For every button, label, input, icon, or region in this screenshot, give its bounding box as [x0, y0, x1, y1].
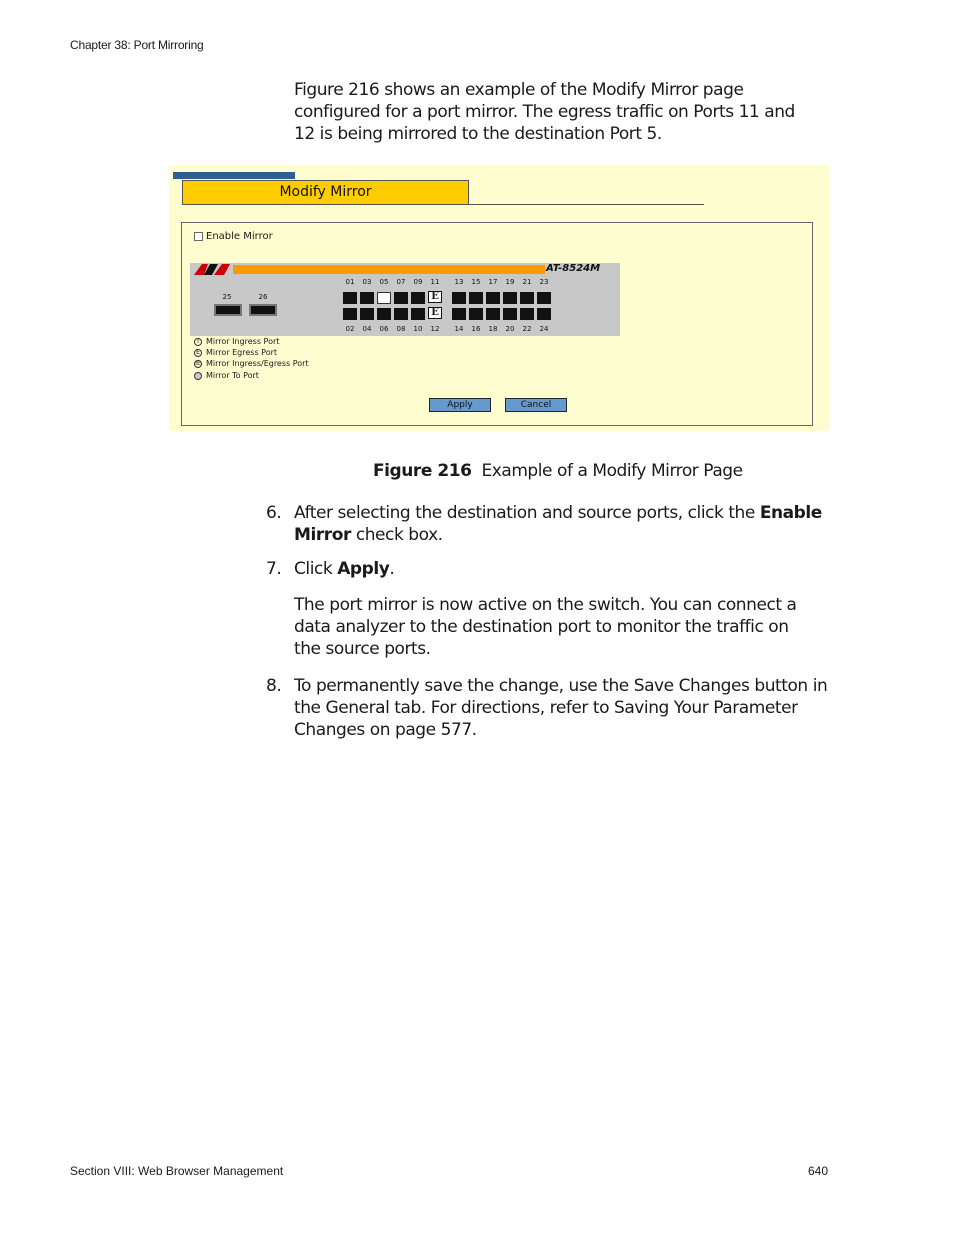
apply-button[interactable]: Apply — [429, 398, 491, 412]
legend-ingress — [194, 337, 279, 346]
cancel-button[interactable]: Cancel — [505, 398, 567, 412]
legend-label: Mirror Ingress Port — [206, 337, 280, 346]
legend-label: Mirror Ingress/Egress Port — [206, 359, 309, 368]
port-label: 17 — [488, 278, 498, 286]
enable-mirror-label: Enable Mirror — [206, 231, 273, 242]
port-08[interactable] — [394, 308, 408, 320]
port-label: 14 — [454, 325, 464, 333]
port-01[interactable] — [343, 292, 357, 304]
port-label: 15 — [471, 278, 481, 286]
step-text-part: check box. — [350, 525, 443, 545]
legend-label: Mirror Egress Port — [206, 348, 278, 357]
port-17[interactable] — [486, 292, 500, 304]
legend-egress — [194, 348, 277, 357]
port-label: 09 — [413, 278, 423, 286]
port-label-26: 26 — [258, 293, 268, 301]
port-label: 06 — [379, 325, 389, 333]
port-label: 13 — [454, 278, 464, 286]
step-emphasis: Apply — [337, 559, 390, 579]
figure-caption — [373, 461, 743, 481]
mirror-panel — [181, 222, 813, 426]
port-label: 11 — [430, 278, 440, 286]
legend-ingress-egress — [194, 359, 309, 368]
step-6 — [266, 502, 836, 546]
mirror-to-icon — [194, 372, 202, 380]
port-label: 18 — [488, 325, 498, 333]
intro-paragraph: Figure 216 shows an example of the Modify Mirror page configured for a port mirror. The egress traffic on Ports 11 and 12 is being mirrored to the destination Port 5. — [294, 80, 795, 144]
port-04[interactable] — [360, 308, 374, 320]
step-number: 8. — [266, 676, 282, 696]
sfp-port-26[interactable] — [249, 304, 277, 316]
title-underline — [469, 204, 704, 205]
port-15[interactable] — [469, 292, 483, 304]
port-07[interactable] — [394, 292, 408, 304]
port-label: 22 — [522, 325, 532, 333]
step-number: 6. — [266, 503, 282, 523]
step-text-part: After selecting the destination and source ports, click the — [294, 503, 760, 523]
port-23[interactable] — [537, 292, 551, 304]
port-label-25: 25 — [222, 293, 232, 301]
page-title: Modify Mirror — [182, 180, 469, 205]
port-label: 08 — [396, 325, 406, 333]
footer-section: Section VIII: Web Browser Management — [70, 1164, 284, 1178]
port-10[interactable] — [411, 308, 425, 320]
step-text — [294, 502, 834, 546]
port-label: 03 — [362, 278, 372, 286]
step-emphasis: Mirror — [294, 525, 351, 545]
port-16[interactable] — [469, 308, 483, 320]
running-header: Chapter 38: Port Mirroring — [70, 38, 204, 52]
step-text — [294, 558, 834, 580]
port-label: 10 — [413, 325, 423, 333]
port-20[interactable] — [503, 308, 517, 320]
step-text-part: Click — [294, 559, 338, 579]
step-7 — [266, 558, 836, 582]
port-14[interactable] — [452, 308, 466, 320]
port-label: 24 — [539, 325, 549, 333]
step-emphasis: Enable — [759, 503, 822, 523]
port-label: 20 — [505, 325, 515, 333]
port-label: 01 — [345, 278, 355, 286]
port-12[interactable]: E — [428, 307, 442, 319]
legend-mirror-to — [194, 371, 259, 380]
port-21[interactable] — [520, 292, 534, 304]
port-label: 07 — [396, 278, 406, 286]
port-label: 12 — [430, 325, 440, 333]
allied-telesyn-logo-icon — [194, 264, 232, 275]
step-text: To permanently save the change, use the Save Changes button in the General tab. For directions, refer to Saving Your Parameter Changes on page 577. — [294, 676, 828, 740]
step-number: 7. — [266, 559, 282, 579]
port-22[interactable] — [520, 308, 534, 320]
ingress-icon: I — [194, 338, 202, 346]
port-label: 05 — [379, 278, 389, 286]
egress-icon: E — [194, 349, 202, 357]
modify-mirror-screenshot — [169, 165, 829, 431]
page-number: 640 — [808, 1164, 829, 1178]
model-name: AT-8524M — [546, 263, 601, 274]
port-24[interactable] — [537, 308, 551, 320]
ingress-egress-icon: IE — [195, 359, 201, 367]
port-11[interactable]: E — [428, 291, 442, 303]
port-label: 23 — [539, 278, 549, 286]
step-text-part: . — [389, 559, 395, 579]
figure-label: Figure 216 — [373, 461, 472, 481]
tab-strip — [173, 172, 295, 179]
switch-faceplate — [190, 263, 620, 336]
port-09[interactable] — [411, 292, 425, 304]
enable-mirror-checkbox[interactable] — [194, 232, 203, 241]
port-05[interactable] — [377, 292, 391, 304]
port-label: 02 — [345, 325, 355, 333]
sfp-port-25[interactable] — [214, 304, 242, 316]
port-label: 16 — [471, 325, 481, 333]
port-02[interactable] — [343, 308, 357, 320]
port-18[interactable] — [486, 308, 500, 320]
enable-mirror-row[interactable] — [194, 231, 273, 242]
step-7-result: The port mirror is now active on the switch. You can connect a data analyzer to the destination port to monitor the traffic on the source ports. — [294, 595, 797, 659]
figure-caption-text: Example of a Modify Mirror Page — [481, 461, 743, 481]
port-06[interactable] — [377, 308, 391, 320]
model-bar — [233, 265, 545, 274]
port-19[interactable] — [503, 292, 517, 304]
port-label: 21 — [522, 278, 532, 286]
legend-label: Mirror To Port — [206, 371, 259, 380]
port-label: 04 — [362, 325, 372, 333]
port-label: 19 — [505, 278, 515, 286]
port-13[interactable] — [452, 292, 466, 304]
port-03[interactable] — [360, 292, 374, 304]
step-8 — [266, 675, 836, 741]
